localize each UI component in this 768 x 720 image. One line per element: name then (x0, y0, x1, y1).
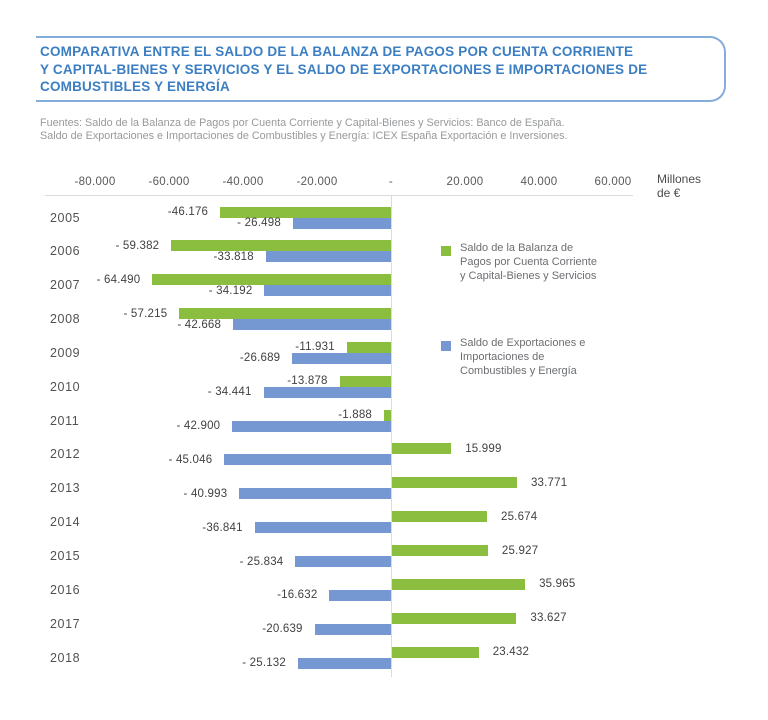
x-axis-tick-label: -40.000 (222, 176, 264, 188)
x-axis-tick-label: -60.000 (148, 176, 190, 188)
value-label-balanza: 33.627 (530, 612, 567, 625)
value-label-energia: - 40.993 (183, 487, 228, 500)
value-label-energia: -26.689 (239, 352, 281, 365)
value-label-energia: - 34.441 (207, 386, 252, 399)
sources-line-2: Saldo de Exportaciones e Importaciones de Combustibles y Energía: ICEX España Exportación e Inversiones. (40, 130, 568, 142)
bar-balanza (220, 207, 391, 218)
x-axis-tick-label: 60.000 (594, 176, 632, 188)
value-label-balanza: - 64.490 (96, 273, 141, 286)
page-title-line-2: Y CAPITAL-BIENES Y SERVICIOS Y EL SALDO DE EXPORTACIONES E IMPORTACIONES DE (40, 61, 648, 77)
year-label: 2010 (50, 379, 81, 394)
legend-balanza-line-3: y Capital-Bienes y Servicios (460, 269, 597, 282)
value-label-energia: - 42.900 (176, 420, 221, 433)
bar-balanza (392, 545, 488, 556)
legend-energia-line-1: Saldo de Exportaciones e (460, 337, 586, 349)
title-box (36, 36, 726, 102)
value-label-balanza: - 59.382 (115, 239, 160, 252)
year-label: 2013 (50, 481, 81, 496)
value-label-balanza: 15.999 (465, 442, 502, 455)
bar-energia (266, 251, 391, 262)
value-label-energia: -20.639 (262, 623, 303, 636)
bar-energia (293, 218, 391, 229)
value-label-energia: - 25.834 (239, 555, 284, 568)
axis-unit-label (657, 172, 701, 200)
x-axis-tick-label: 40.000 (520, 176, 558, 188)
value-label-balanza: -46.176 (167, 206, 209, 218)
bar-balanza (392, 579, 525, 590)
year-label: 2009 (50, 345, 81, 360)
bar-energia (315, 624, 391, 635)
value-label-balanza: 33.771 (530, 476, 568, 489)
axis-unit-line-1: Millones (657, 172, 702, 186)
value-label-energia: - 26.498 (237, 217, 281, 229)
value-label-energia: - 25.132 (242, 657, 287, 670)
bar-energia (255, 522, 391, 533)
bar-balanza (392, 613, 516, 624)
legend-item-energia (441, 337, 651, 378)
value-label-balanza: 25.927 (501, 544, 539, 557)
value-label-energia: - 34.192 (208, 284, 253, 297)
bar-balanza (392, 477, 517, 488)
axis-unit-line-2: de € (657, 186, 681, 200)
bar-energia (264, 387, 391, 398)
legend-balanza-line-2: Pagos por Cuenta Corriente (460, 255, 597, 268)
bar-balanza (392, 443, 451, 454)
bar-energia (329, 590, 391, 601)
year-label: 2008 (50, 312, 81, 327)
year-label: 2014 (50, 515, 81, 530)
year-label: 2017 (50, 616, 81, 631)
bar-energia (298, 658, 391, 669)
bar-balanza (392, 511, 487, 522)
legend-energia-line-3: Combustibles y Energía (460, 364, 577, 377)
bar-balanza (392, 647, 479, 658)
sources-note (40, 117, 568, 143)
value-label-energia: -36.841 (202, 521, 243, 534)
x-axis-tick-label: 20.000 (446, 176, 484, 188)
bar-energia (292, 353, 391, 364)
year-label: 2018 (50, 650, 81, 665)
bar-balanza (340, 376, 391, 387)
x-axis-tick-label: -20.000 (296, 176, 338, 188)
value-label-balanza: -11.931 (295, 341, 335, 354)
page-title-line-1: COMPARATIVA ENTRE EL SALDO DE LA BALANZA DE PAGOS POR CUENTA CORRIENTE (40, 44, 634, 59)
year-label: 2016 (50, 582, 81, 597)
value-label-balanza: -13.878 (287, 375, 328, 388)
x-axis-tick-label: -80.000 (74, 176, 116, 188)
page-title-line-3: COMBUSTIBLES Y ENERGÍA (40, 79, 230, 94)
bar-energia (224, 454, 391, 465)
year-label: 2012 (50, 447, 81, 462)
bar-energia (295, 556, 391, 567)
legend-energia-line-2: Importaciones de (460, 350, 545, 363)
value-label-balanza: - 57.215 (123, 307, 168, 320)
bar-energia (264, 285, 391, 296)
year-label: 2015 (50, 549, 81, 563)
value-label-balanza: -1.888 (338, 409, 373, 422)
value-label-balanza: 23.432 (492, 646, 530, 659)
value-label-energia: - 45.046 (168, 453, 213, 466)
zero-line (391, 195, 392, 677)
bar-balanza (384, 410, 391, 421)
year-label: 2007 (50, 278, 81, 293)
value-label-balanza: 25.674 (500, 510, 538, 523)
bar-energia (239, 488, 391, 499)
bar-energia (232, 421, 391, 432)
x-axis-tick-label: - (388, 176, 394, 188)
bar-balanza (171, 240, 391, 251)
legend-swatch-balanza (441, 246, 451, 256)
value-label-energia: -33.818 (213, 250, 254, 263)
axis-baseline (45, 195, 633, 196)
value-label-balanza: 35.965 (539, 578, 576, 591)
bar-balanza (152, 274, 391, 285)
year-label: 2011 (50, 413, 80, 428)
legend-balanza-line-1: Saldo de la Balanza de (460, 242, 574, 254)
year-label: 2006 (50, 244, 81, 259)
legend-swatch-energia (441, 341, 451, 351)
legend-item-balanza (441, 242, 651, 283)
bar-energia (233, 319, 391, 330)
value-label-energia: -16.632 (277, 589, 318, 602)
year-label: 2005 (50, 210, 81, 225)
sources-line-1: Fuentes: Saldo de la Balanza de Pagos por Cuenta Corriente y Capital-Bienes y Servicios: Banco de España. (40, 117, 565, 129)
bar-balanza (347, 342, 391, 353)
value-label-energia: - 42.668 (177, 318, 222, 331)
bar-balanza (179, 308, 391, 319)
